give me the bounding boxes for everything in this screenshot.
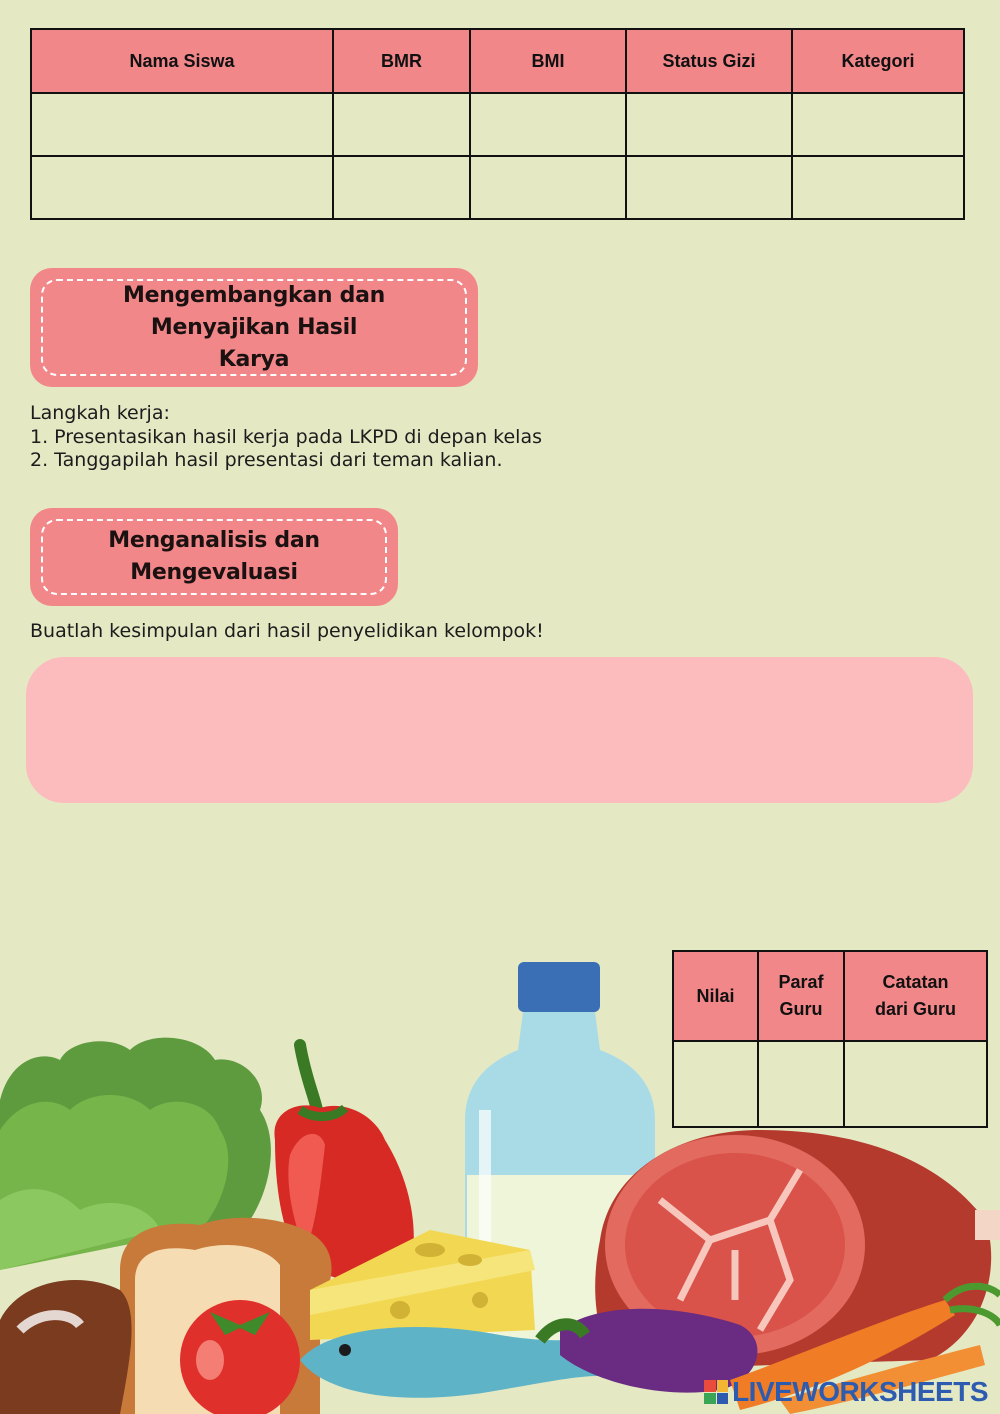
cell-kategori[interactable] (792, 93, 964, 156)
nilai-cell (673, 1041, 758, 1127)
table-row (31, 93, 964, 156)
catatan-line1: Catatan (882, 972, 949, 992)
paraf-line1: Paraf (778, 972, 824, 992)
liveworksheets-logo-icon (704, 1380, 728, 1404)
cell-bmr[interactable] (333, 156, 470, 219)
liveworksheets-watermark (704, 1376, 988, 1408)
steps-heading: Langkah kerja: (30, 402, 170, 424)
section-title (30, 280, 478, 376)
header-bmi: BMI (470, 29, 626, 93)
section-title-line2: Karya (218, 346, 290, 372)
status-gizi-input-1[interactable] (628, 95, 790, 154)
header-kategori: Kategori (792, 29, 964, 93)
conclusion-answer-field[interactable] (26, 657, 973, 803)
section-title: Menganalisis dan Mengevaluasi (108, 528, 320, 585)
cell-bmi[interactable] (470, 156, 626, 219)
cell-kategori[interactable] (792, 156, 964, 219)
paraf-cell (758, 1041, 844, 1127)
nama-siswa-input-2[interactable] (33, 158, 331, 217)
watermark-text: LIVEWORKSHEETS (732, 1376, 988, 1407)
grade-header-row (673, 951, 987, 1041)
step-item-1: 1. Presentasikan hasil kerja pada LKPD di depan kelas (30, 425, 543, 448)
paraf-line2: Guru (779, 999, 823, 1019)
conclusion-instruction: Buatlah kesimpulan dari hasil penyelidikan kelompok! (30, 620, 544, 642)
bmi-input-2[interactable] (472, 158, 624, 217)
cell-nama-siswa[interactable] (31, 156, 333, 219)
cell-bmi[interactable] (470, 93, 626, 156)
kategori-input-1[interactable] (794, 95, 962, 154)
bmi-input-1[interactable] (472, 95, 624, 154)
header-nama-siswa: Nama Siswa (31, 29, 333, 93)
catatan-line2: dari Guru (874, 999, 956, 1019)
header-status-gizi: Status Gizi (626, 29, 792, 93)
cell-status-gizi[interactable] (626, 93, 792, 156)
header-catatan-guru (844, 951, 987, 1041)
section-header-menganalisis (30, 508, 398, 606)
grade-table (672, 950, 988, 1128)
section-header-mengembangkan (30, 268, 478, 387)
student-nutrition-table (30, 28, 965, 220)
section-title-line1: Mengembangkan dan Menyajikan Hasil (122, 282, 386, 340)
status-gizi-input-2[interactable] (628, 158, 790, 217)
cell-status-gizi[interactable] (626, 156, 792, 219)
nama-siswa-input-1[interactable] (33, 95, 331, 154)
kategori-input-2[interactable] (794, 158, 962, 217)
bmr-input-1[interactable] (335, 95, 468, 154)
cell-bmr[interactable] (333, 93, 470, 156)
table-row (673, 1041, 987, 1127)
cell-nama-siswa[interactable] (31, 93, 333, 156)
header-paraf-guru (758, 951, 844, 1041)
step-item-2: 2. Tanggapilah hasil presentasi dari teman kalian. (30, 449, 503, 471)
table-row (31, 156, 964, 219)
bmr-input-2[interactable] (335, 158, 468, 217)
header-bmr: BMR (333, 29, 470, 93)
catatan-cell (844, 1041, 987, 1127)
work-steps (30, 402, 542, 473)
header-nilai: Nilai (673, 951, 758, 1041)
table-header-row (31, 29, 964, 93)
